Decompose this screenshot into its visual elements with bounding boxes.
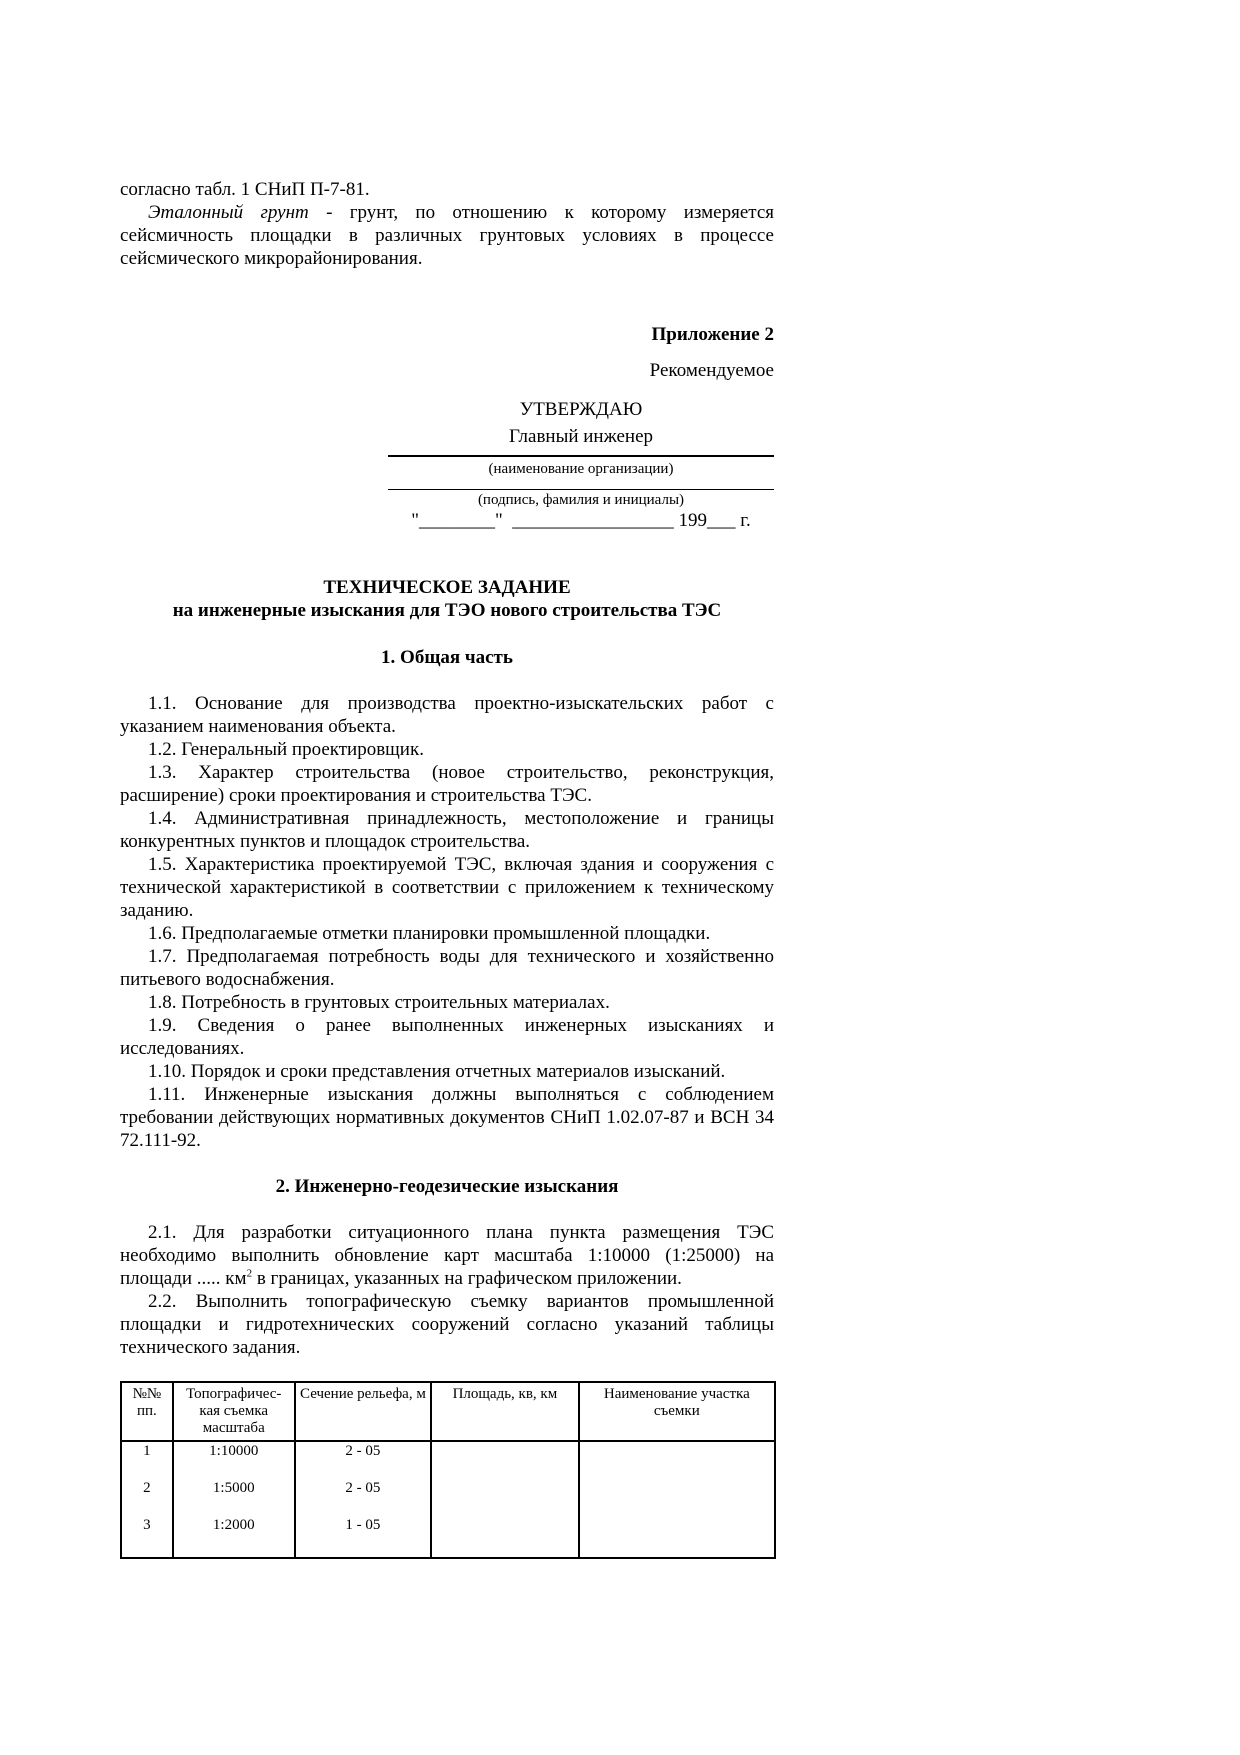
item-1-4: 1.4. Административная принадлежность, местоположение и границы конкурентных пунктов и площадок строительства. <box>120 808 774 852</box>
approve-label: УТВЕРЖДАЮ <box>519 399 643 420</box>
table-row <box>121 1441 775 1479</box>
section-2-items <box>120 1221 774 1359</box>
term: Эталонный грунт <box>148 202 309 223</box>
item-2-2: 2.2. Выполнить топографическую съемку вариантов промышленной площадки и гидротехнических сооружений согласно указаний таблицы технического задания. <box>120 1291 774 1358</box>
table-header-row <box>121 1382 775 1441</box>
approver-position: Главный инженер <box>508 426 654 447</box>
document-page <box>120 178 774 1559</box>
survey-table <box>120 1381 776 1559</box>
header-relief: Сечение рельефа, м <box>295 1382 431 1441</box>
cell-scale: 1:10000 <box>173 1441 295 1479</box>
item-2-1 <box>120 1221 774 1290</box>
document-title: ТЕХНИЧЕСКОЕ ЗАДАНИЕ <box>323 577 571 598</box>
section-1-heading: 1. Общая часть <box>381 647 513 668</box>
header-number: №№ пп. <box>121 1382 173 1441</box>
item-1-7: 1.7. Предполагаемая потребность воды для технического и хозяйственно питьевого водоснабжения. <box>120 946 774 990</box>
cell-number: 1 <box>121 1441 173 1479</box>
item-1-3: 1.3. Характер строительства (новое строительство, реконструкция, расширение) сроки проектирования и строительства ТЭС. <box>120 762 774 806</box>
cell-area <box>431 1441 578 1479</box>
cell-site-name <box>579 1479 775 1516</box>
item-1-6: 1.6. Предполагаемые отметки планировки промышленной площадки. <box>148 923 711 944</box>
item-2-1-text-a: 2.1. Для разработки ситуационного плана пункта размещения ТЭС необходимо выполнить обновление карт масштаба 1:10000 (1:25000) на площади ..... км <box>120 1222 774 1289</box>
cell-site-name <box>579 1441 775 1479</box>
organization-line <box>388 455 774 457</box>
table-row <box>121 1479 775 1516</box>
signature-line <box>388 489 774 490</box>
term-definition <box>120 201 774 270</box>
cell-area <box>431 1479 578 1516</box>
item-1-11: 1.11. Инженерные изыскания должны выполняться с соблюдением требовании действующих нормативных документов СНиП 1.02.07-87 и ВСН 34 72.111-92. <box>120 1084 774 1151</box>
date-line: "________" _________________ 199___ г. <box>411 510 751 531</box>
appendix-title: Приложение 2 <box>651 324 774 345</box>
cell-relief: 2 - 05 <box>295 1441 431 1479</box>
organization-caption: (наименование организации) <box>488 461 674 477</box>
item-1-10: 1.10. Порядок и сроки представления отчетных материалов изысканий. <box>148 1061 726 1082</box>
item-2-1-superscript: 2 <box>246 1267 253 1280</box>
cell-relief: 2 - 05 <box>295 1479 431 1516</box>
item-1-9: 1.9. Сведения о ранее выполненных инженерных изысканиях и исследованиях. <box>120 1015 774 1059</box>
header-site-name: Наименование участка съемки <box>579 1382 775 1441</box>
item-2-1-text-b: в границах, указанных на графическом приложении. <box>252 1268 682 1289</box>
signature-caption: (подпись, фамилия и инициалы) <box>477 492 685 508</box>
cell-number: 3 <box>121 1516 173 1558</box>
cell-area <box>431 1516 578 1558</box>
item-1-8: 1.8. Потребность в грунтовых строительных материалах. <box>148 992 610 1013</box>
cell-site-name <box>579 1516 775 1558</box>
term-definition-text: - грунт, по отношению к которому измеряется сейсмичность площадки в различных грунтовых условиях в процессе сейсмического микрорайонирования. <box>120 202 774 269</box>
cell-scale: 1:5000 <box>173 1479 295 1516</box>
item-1-2: 1.2. Генеральный проектировщик. <box>148 739 424 760</box>
intro-line: согласно табл. 1 СНиП П-7-81. <box>120 179 370 200</box>
header-scale: Топографичес-кая съемка масштаба <box>173 1382 295 1441</box>
section-1-items <box>120 692 774 1152</box>
cell-scale: 1:2000 <box>173 1516 295 1558</box>
cell-relief: 1 - 05 <box>295 1516 431 1558</box>
header-area: Площадь, кв, км <box>431 1382 578 1441</box>
approval-block <box>388 398 774 532</box>
section-2-heading: 2. Инженерно-геодезические изыскания <box>275 1176 619 1197</box>
item-1-5: 1.5. Характеристика проектируемой ТЭС, включая здания и сооружения с технической характеристикой в соответствии с приложением к техническому заданию. <box>120 854 774 921</box>
document-subtitle: на инженерные изыскания для ТЭО нового строительства ТЭС <box>172 600 722 621</box>
appendix-subtitle: Рекомендуемое <box>649 360 774 381</box>
table-row <box>121 1516 775 1558</box>
cell-number: 2 <box>121 1479 173 1516</box>
item-1-1: 1.1. Основание для производства проектно-изыскательских работ с указанием наименования объекта. <box>120 693 774 737</box>
